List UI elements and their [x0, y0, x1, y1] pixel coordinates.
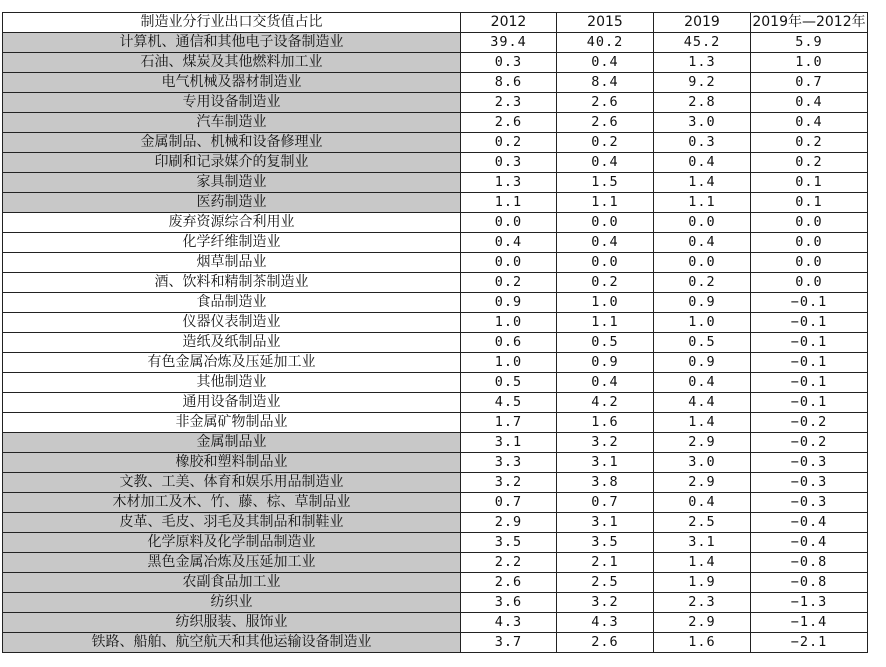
- table-row: [3, 453, 868, 473]
- table-row: [3, 433, 868, 453]
- value-2019: 0.5: [654, 333, 751, 353]
- value-change: −0.4: [751, 513, 868, 533]
- table-row: [3, 553, 868, 573]
- industry-label: 造纸及纸制品业: [3, 333, 461, 353]
- header-2015: 2015: [557, 13, 654, 33]
- value-2019: 0.4: [654, 233, 751, 253]
- value-2012: 0.2: [461, 273, 557, 293]
- value-2012: 3.6: [461, 593, 557, 613]
- industry-label: 石油、煤炭及其他燃料加工业: [3, 53, 461, 73]
- table-row: [3, 573, 868, 593]
- table-row: [3, 373, 868, 393]
- table-row: [3, 493, 868, 513]
- value-change: −0.4: [751, 533, 868, 553]
- industry-label: 电气机械及器材制造业: [3, 73, 461, 93]
- value-change: −0.1: [751, 313, 868, 333]
- industry-label: 家具制造业: [3, 173, 461, 193]
- value-2019: 0.3: [654, 133, 751, 153]
- value-2019: 0.9: [654, 353, 751, 373]
- value-2012: 1.3: [461, 173, 557, 193]
- value-2019: 0.9: [654, 293, 751, 313]
- industry-label: 化学纤维制造业: [3, 233, 461, 253]
- industry-label: 废弃资源综合利用业: [3, 213, 461, 233]
- value-2019: 0.0: [654, 253, 751, 273]
- value-2012: 2.6: [461, 573, 557, 593]
- value-2019: 0.4: [654, 153, 751, 173]
- value-2015: 0.4: [557, 233, 654, 253]
- value-2019: 0.2: [654, 273, 751, 293]
- table-row: [3, 533, 868, 553]
- value-2015: 3.1: [557, 453, 654, 473]
- value-2019: 1.3: [654, 53, 751, 73]
- value-2012: 2.6: [461, 113, 557, 133]
- industry-label: 橡胶和塑料制品业: [3, 453, 461, 473]
- value-2019: 1.9: [654, 573, 751, 593]
- value-change: 0.2: [751, 133, 868, 153]
- value-change: 0.0: [751, 233, 868, 253]
- value-2012: 1.7: [461, 413, 557, 433]
- value-2012: 0.4: [461, 233, 557, 253]
- table-header: [3, 13, 868, 33]
- header-row: [3, 13, 868, 33]
- value-2012: 0.6: [461, 333, 557, 353]
- value-2019: 3.0: [654, 113, 751, 133]
- industry-label: 铁路、船舶、航空航天和其他运输设备制造业: [3, 633, 461, 653]
- industry-label: 金属制品业: [3, 433, 461, 453]
- value-2012: 2.2: [461, 553, 557, 573]
- value-2012: 3.7: [461, 633, 557, 653]
- value-change: 0.1: [751, 173, 868, 193]
- value-2015: 3.2: [557, 593, 654, 613]
- value-2015: 3.1: [557, 513, 654, 533]
- table-row: [3, 53, 868, 73]
- value-2019: 1.6: [654, 633, 751, 653]
- industry-label: 其他制造业: [3, 373, 461, 393]
- table-row: [3, 213, 868, 233]
- header-2012: 2012: [461, 13, 557, 33]
- value-2015: 2.1: [557, 553, 654, 573]
- value-change: 0.0: [751, 273, 868, 293]
- value-2015: 3.5: [557, 533, 654, 553]
- value-change: −0.2: [751, 413, 868, 433]
- data-table-container: [2, 12, 868, 653]
- value-2015: 0.4: [557, 53, 654, 73]
- value-2019: 9.2: [654, 73, 751, 93]
- value-2015: 4.3: [557, 613, 654, 633]
- table-row: [3, 633, 868, 653]
- industry-label: 食品制造业: [3, 293, 461, 313]
- industry-label: 木材加工及木、竹、藤、棕、草制品业: [3, 493, 461, 513]
- table-row: [3, 293, 868, 313]
- value-2012: 3.3: [461, 453, 557, 473]
- value-change: 1.0: [751, 53, 868, 73]
- table-row: [3, 273, 868, 293]
- table-row: [3, 153, 868, 173]
- value-change: 0.0: [751, 213, 868, 233]
- value-change: −0.1: [751, 393, 868, 413]
- value-2012: 2.3: [461, 93, 557, 113]
- industry-label: 有色金属冶炼及压延加工业: [3, 353, 461, 373]
- value-2015: 0.2: [557, 133, 654, 153]
- value-2015: 0.9: [557, 353, 654, 373]
- value-change: 0.2: [751, 153, 868, 173]
- value-2019: 2.8: [654, 93, 751, 113]
- value-change: −0.1: [751, 293, 868, 313]
- value-2012: 0.9: [461, 293, 557, 313]
- value-change: −0.1: [751, 373, 868, 393]
- value-2015: 8.4: [557, 73, 654, 93]
- value-change: 0.4: [751, 93, 868, 113]
- value-2015: 1.6: [557, 413, 654, 433]
- table-row: [3, 413, 868, 433]
- header-industry: 制造业分行业出口交货值占比: [3, 13, 461, 33]
- value-2012: 3.2: [461, 473, 557, 493]
- value-2012: 3.5: [461, 533, 557, 553]
- value-change: −0.2: [751, 433, 868, 453]
- value-change: −0.1: [751, 333, 868, 353]
- value-change: 0.4: [751, 113, 868, 133]
- value-change: −0.3: [751, 453, 868, 473]
- value-2012: 39.4: [461, 33, 557, 53]
- industry-label: 非金属矿物制品业: [3, 413, 461, 433]
- value-2012: 0.7: [461, 493, 557, 513]
- value-2015: 0.4: [557, 373, 654, 393]
- value-2019: 1.0: [654, 313, 751, 333]
- value-2015: 0.0: [557, 213, 654, 233]
- value-2012: 1.0: [461, 353, 557, 373]
- industry-label: 通用设备制造业: [3, 393, 461, 413]
- value-2019: 1.4: [654, 413, 751, 433]
- industry-label: 黑色金属冶炼及压延加工业: [3, 553, 461, 573]
- value-change: −1.4: [751, 613, 868, 633]
- industry-label: 纺织服装、服饰业: [3, 613, 461, 633]
- export-share-table: [2, 12, 868, 653]
- value-2015: 2.5: [557, 573, 654, 593]
- value-2019: 2.9: [654, 433, 751, 453]
- table-row: [3, 193, 868, 213]
- table-body: [3, 33, 868, 653]
- value-2015: 2.6: [557, 633, 654, 653]
- header-change: 2019年—2012年: [751, 13, 868, 33]
- industry-label: 酒、饮料和精制茶制造业: [3, 273, 461, 293]
- value-2012: 0.3: [461, 53, 557, 73]
- industry-label: 印刷和记录媒介的复制业: [3, 153, 461, 173]
- value-2012: 1.0: [461, 313, 557, 333]
- industry-label: 皮革、毛皮、羽毛及其制品和制鞋业: [3, 513, 461, 533]
- value-2012: 0.2: [461, 133, 557, 153]
- table-row: [3, 593, 868, 613]
- value-2019: 4.4: [654, 393, 751, 413]
- value-change: 0.1: [751, 193, 868, 213]
- value-change: 0.0: [751, 253, 868, 273]
- industry-label: 烟草制品业: [3, 253, 461, 273]
- value-change: −2.1: [751, 633, 868, 653]
- table-row: [3, 93, 868, 113]
- value-2019: 0.0: [654, 213, 751, 233]
- value-2012: 4.3: [461, 613, 557, 633]
- value-2019: 2.5: [654, 513, 751, 533]
- value-2019: 0.4: [654, 373, 751, 393]
- value-2015: 3.2: [557, 433, 654, 453]
- value-2012: 0.3: [461, 153, 557, 173]
- value-2015: 0.0: [557, 253, 654, 273]
- value-2012: 8.6: [461, 73, 557, 93]
- value-2015: 0.4: [557, 153, 654, 173]
- table-row: [3, 313, 868, 333]
- industry-label: 文教、工美、体育和娱乐用品制造业: [3, 473, 461, 493]
- industry-label: 纺织业: [3, 593, 461, 613]
- value-2019: 1.4: [654, 553, 751, 573]
- value-2012: 1.1: [461, 193, 557, 213]
- value-2015: 0.5: [557, 333, 654, 353]
- value-change: −0.3: [751, 473, 868, 493]
- industry-label: 汽车制造业: [3, 113, 461, 133]
- value-2019: 3.0: [654, 453, 751, 473]
- value-change: 5.9: [751, 33, 868, 53]
- table-row: [3, 473, 868, 493]
- industry-label: 计算机、通信和其他电子设备制造业: [3, 33, 461, 53]
- value-2019: 3.1: [654, 533, 751, 553]
- value-change: −1.3: [751, 593, 868, 613]
- value-2015: 1.1: [557, 193, 654, 213]
- table-row: [3, 33, 868, 53]
- value-2015: 1.5: [557, 173, 654, 193]
- value-change: 0.7: [751, 73, 868, 93]
- value-2019: 2.9: [654, 613, 751, 633]
- industry-label: 农副食品加工业: [3, 573, 461, 593]
- value-2019: 45.2: [654, 33, 751, 53]
- table-row: [3, 233, 868, 253]
- value-2019: 1.4: [654, 173, 751, 193]
- value-change: −0.3: [751, 493, 868, 513]
- value-2012: 0.5: [461, 373, 557, 393]
- table-row: [3, 173, 868, 193]
- value-2015: 2.6: [557, 113, 654, 133]
- value-2015: 2.6: [557, 93, 654, 113]
- value-2015: 4.2: [557, 393, 654, 413]
- table-row: [3, 133, 868, 153]
- industry-label: 专用设备制造业: [3, 93, 461, 113]
- value-2019: 2.3: [654, 593, 751, 613]
- value-change: −0.8: [751, 553, 868, 573]
- industry-label: 仪器仪表制造业: [3, 313, 461, 333]
- table-row: [3, 613, 868, 633]
- value-2019: 2.9: [654, 473, 751, 493]
- table-row: [3, 253, 868, 273]
- value-2015: 1.0: [557, 293, 654, 313]
- industry-label: 医药制造业: [3, 193, 461, 213]
- value-2012: 4.5: [461, 393, 557, 413]
- industry-label: 金属制品、机械和设备修理业: [3, 133, 461, 153]
- value-2019: 0.4: [654, 493, 751, 513]
- value-2012: 0.0: [461, 253, 557, 273]
- value-change: −0.1: [751, 353, 868, 373]
- value-2012: 2.9: [461, 513, 557, 533]
- header-2019: 2019: [654, 13, 751, 33]
- value-2012: 0.0: [461, 213, 557, 233]
- value-2012: 3.1: [461, 433, 557, 453]
- table-row: [3, 333, 868, 353]
- table-row: [3, 513, 868, 533]
- value-change: −0.8: [751, 573, 868, 593]
- table-row: [3, 393, 868, 413]
- table-row: [3, 353, 868, 373]
- value-2015: 3.8: [557, 473, 654, 493]
- value-2015: 1.1: [557, 313, 654, 333]
- value-2015: 40.2: [557, 33, 654, 53]
- industry-label: 化学原料及化学制品制造业: [3, 533, 461, 553]
- table-row: [3, 73, 868, 93]
- value-2015: 0.7: [557, 493, 654, 513]
- value-2015: 0.2: [557, 273, 654, 293]
- value-2019: 1.1: [654, 193, 751, 213]
- table-row: [3, 113, 868, 133]
